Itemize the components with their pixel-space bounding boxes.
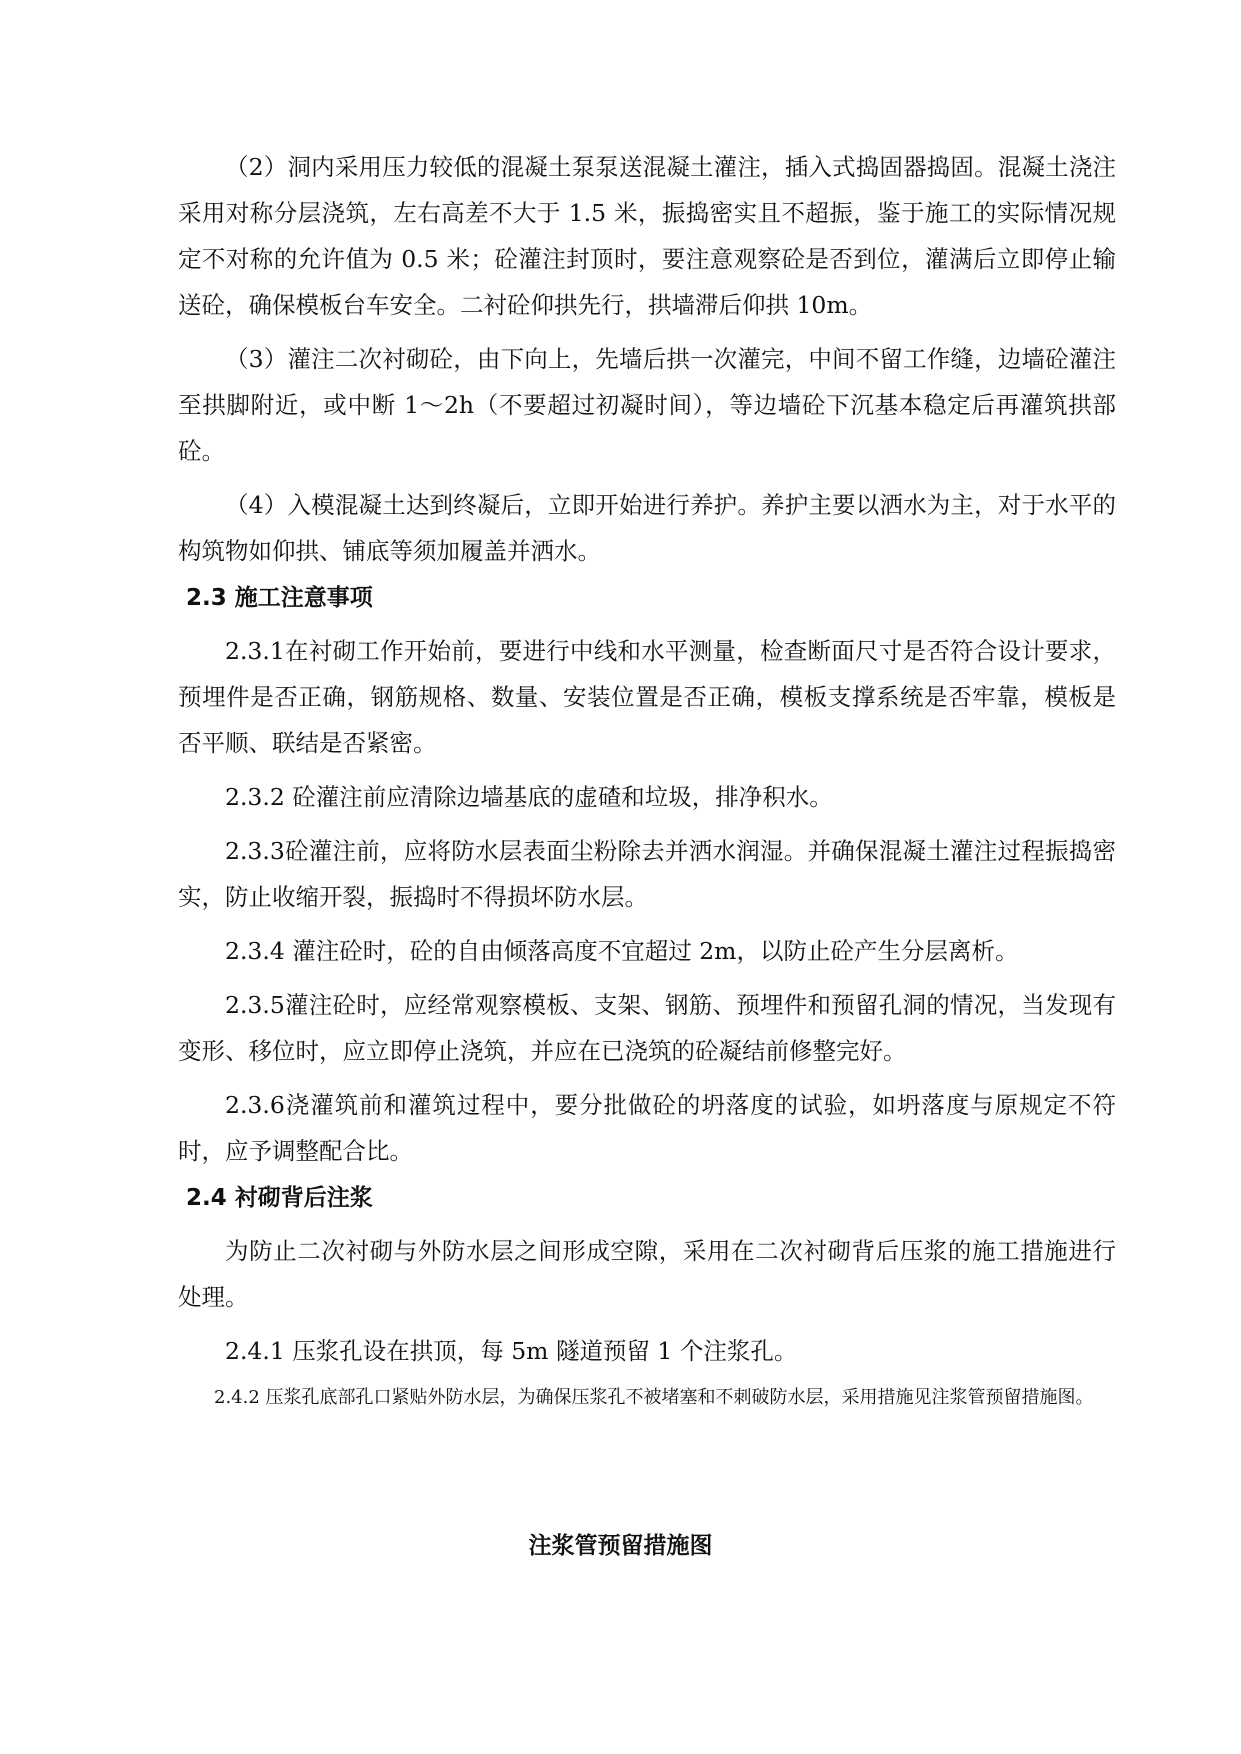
paragraph-2-3-2: 2.3.2 砼灌注前应清除边墙基底的虚碴和垃圾，排净积水。 xyxy=(225,783,833,811)
paragraph-2-2-item-4: （4）入模混凝土达到终凝后，立即开始进行养护。养护主要以洒水为主，对于水平的构筑物如仰拱、铺底等须加履盖并洒水。 xyxy=(178,491,1116,565)
paragraph-2-3-5: 2.3.5灌注砼时，应经常观察模板、支架、钢筋、预埋件和预留孔洞的情况，当发现有变形、移位时，应立即停止浇筑，并应在已浇筑的砼凝结前修整完好。 xyxy=(178,991,1116,1065)
paragraph-2-3-6: 2.3.6浇灌筑前和灌筑过程中，要分批做砼的坍落度的试验，如坍落度与原规定不符时，应予调整配合比。 xyxy=(178,1091,1116,1165)
heading-2-4: 2.4 衬砌背后注浆 xyxy=(186,1185,373,1211)
paragraph-2-4-2: 2.4.2 压浆孔底部孔口紧贴外防水层，为确保压浆孔不被堵塞和不刺破防水层，采用措施见注浆管预留措施图。 xyxy=(214,1387,1094,1408)
heading-2-3: 2.3 施工注意事项 xyxy=(186,585,373,611)
paragraph-2-3-4: 2.3.4 灌注砼时，砼的自由倾落高度不宜超过 2m，以防止砼产生分层离析。 xyxy=(225,937,1019,965)
paragraph-2-4-1: 2.4.1 压浆孔设在拱顶，每 5m 隧道预留 1 个注浆孔。 xyxy=(225,1337,798,1365)
paragraph-2-4-intro: 为防止二次衬砌与外防水层之间形成空隙，采用在二次衬砌背后压浆的施工措施进行处理。 xyxy=(178,1237,1116,1311)
paragraph-2-3-1: 2.3.1在衬砌工作开始前，要进行中线和水平测量，检查断面尺寸是否符合设计要求，预埋件是否正确，钢筋规格、数量、安装位置是否正确，模板支撑系统是否牢靠，模板是否平顺、联结是否紧密。 xyxy=(178,637,1116,757)
paragraph-2-2-item-3: （3）灌注二次衬砌砼，由下向上，先墙后拱一次灌完，中间不留工作缝，边墙砼灌注至拱脚附近，或中断 1～2h（不要超过初凝时间），等边墙砼下沉基本稳定后再灌筑拱部砼。 xyxy=(178,345,1116,465)
figure-caption: 注浆管预留措施图 xyxy=(528,1533,713,1559)
paragraph-2-3-3: 2.3.3砼灌注前，应将防水层表面尘粉除去并洒水润湿。并确保混凝土灌注过程振捣密实，防止收缩开裂，振捣时不得损坏防水层。 xyxy=(178,837,1116,911)
paragraph-2-2-item-2: （2）洞内采用压力较低的混凝土泵泵送混凝土灌注，插入式捣固器捣固。混凝土浇注采用对称分层浇筑，左右高差不大于 1.5 米，振捣密实且不超振，鉴于施工的实际情况规定不对称的允许值为 0.5 米；砼灌注封顶时，要注意观察砼是否到位，灌满后立即停止输送砼，确保模板台车安全。二衬砼仰拱先行，拱墙滞后仰拱 10m。 xyxy=(178,153,1116,319)
